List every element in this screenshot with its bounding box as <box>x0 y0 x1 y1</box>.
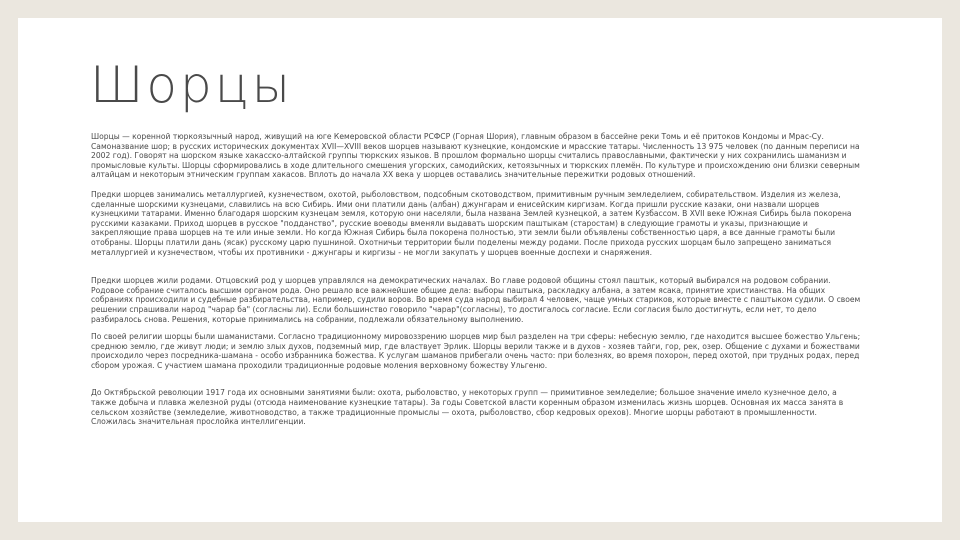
slide-title: Шорцы <box>90 56 294 114</box>
paragraph-clans: Предки шорцев жили родами. Отцовский род у шорцев управлялся на демократических началах. Во главе родовой общины стоял паштык, который выбирался на родовом собрании. Родовое собрание считалось высшим органом рода. Оно решало все важнейшие общие дела: выборы паштыка, раскладку албана, а затем ясака, принятие христианства. На общих собраниях происходили и судебные разбирательства, например, судили воров. Во время суда народ выбирал 4 человек, чаще умных стариков, которые вместе с паштыком судили. О своем решении спрашивали народ "чарар ба" (согласны ли). Если большинство говорило "чарар"(согласны), то достигалось согласие. Если согласия было достигнуть, если нет, то дело разбиралось снова. Решения, которые принимались на собрании, подлежали обязательному выполнению. <box>91 276 861 324</box>
paragraph-soviet-era: До Октябрьской революции 1917 года их основными занятиями были: охота, рыболовство, у некоторых групп — примитивное земледелие; большое значение имело кузнечное дело, а также добыча и плавка железной руды (отсюда наименование кузнецкие татары). За годы Советской власти коренным образом изменилась жизнь шорцев. Основная их масса занята в сельском хозяйстве (земледелие, животноводство, а также традиционные промыслы — охота, рыболовство, сбор кедровых орехов). Многие шорцы работают в промышленности. Сложилась значительная прослойка интеллигенции. <box>91 388 844 427</box>
paragraph-occupations: Предки шорцев занимались металлургией, кузнечеством, охотой, рыболовством, подсобным скотоводством, примитивным ручным земледелием, собирательством. Изделия из железа, сделанные шорскими кузнецами, славились на всю Сибирь. Ими они платили дань (албан) джунгарам и енисейским киргизам. Когда пришли русские казаки, они назвали шорцев кузнецкими татарами. Именно благодаря шорским кузнецам земля, которую они населяли, была названа Землей кузнецкой, а затем Кузбассом. В XVII веке Южная Сибирь была покорена русскими казаками. Приход шорцев в русское "подданство", русские воеводы вменяли выдавать шорским паштыкам (старостам) в следующие грамоты и указы, признающие и закрепляющие права шорцев на те или иные земли. Но когда Южная Сибирь была покорена полностью, эти земли были объявлены собственностью царя, а все данные грамоты были отобраны. Шорцы платили дань (ясак) русскому царю пушниной. Охотничьи территории были поделены между родами. После прихода русских шорцам было запрещено заниматься металлургией и кузнечеством, чтобы их противники - джунгары и киргизы - не могли закупать у шорцев военные доспехи и снаряжения. <box>91 189 852 257</box>
slide-body <box>91 132 863 427</box>
paragraph-religion: По своей религии шорцы были шаманистами. Согласно традиционному мировоззрению шорцев мир был разделен на три сферы: небесную землю, где находится высшее божество Ульгень; среднюю землю, где живут люди; и землю злых духов, подземный мир, где властвует Эрлик. Шорцы верили также и в духов - хозяев тайги, гор, рек, озер. Общение с духами и божествами происходило через посредника-шамана - особо избранника божества. К услугам шаманов прибегали очень часто: при болезнях, во время похорон, перед охотой, при трудных родах, перед сбором урожая. С участием шамана проходили традиционные родовые моления верховному божеству Ульгеню. <box>91 332 861 370</box>
paragraph-intro: Шорцы — коренной тюркоязычный народ, живущий на юге Кемеровской области РСФСР (Горная Шория), главным образом в бассейне реки Томь и её притоков Кондомы и Мрас-Су. Самоназвание шор; в русских исторических документах XVII—XVIII веков шорцев называют кузнецкие, кондомские и мрасские татары. Численность 13 975 человек (по данным переписи на 2002 год). Говорят на шорском языке хакасско-алтайской группы тюркских языков. В прошлом формально шорцы считались православными, фактически у них сохранились шаманизм и промысловые культы. Шорцы сформировались в ходе длительного смешения угорских, самодийских, кетоязычных и тюркских племён. По культуре и происхождению они близки северным алтайцам и некоторым этническим группам хакасов. Вплоть до начала XX века у шорцев оставались значительные пережитки родовых отношений. <box>91 132 860 180</box>
slide <box>18 18 942 522</box>
